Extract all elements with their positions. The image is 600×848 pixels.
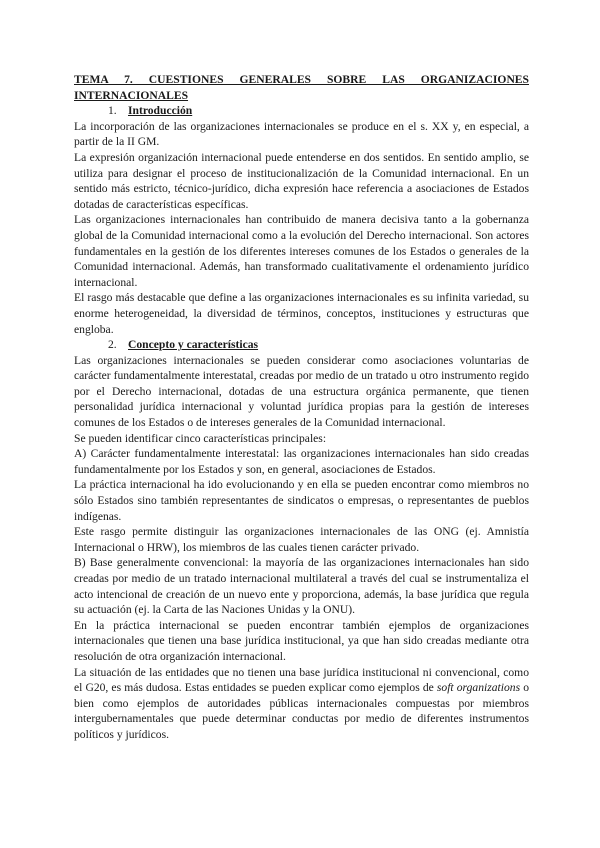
section-number: 1. (108, 104, 117, 118)
section-heading (74, 103, 529, 119)
section-title: Concepto y características (128, 338, 259, 352)
paragraph (74, 665, 529, 743)
paragraph: La expresión organización internacional puede entenderse en dos sentidos. En sentido amplio, se utiliza para designar el proceso de institucionalización de la Comunidad internacional. En un sentido más estricto, técnico-jurídico, dicha expresión hace referencia a asociaciones de Estados dotadas de características específicas. (74, 150, 529, 211)
section-heading (74, 337, 529, 353)
paragraph: Las organizaciones internacionales han contribuido de manera decisiva tanto a la gobernanza global de la Comunidad internacional como a la evolución del Derecho internacional. Son actores fundamentales en la gestión de los diferentes intereses comunes de los Estados o generales de la Comunidad internacional. Además, han transformado cualitativamente el ordenamiento jurídico internacional. (74, 213, 529, 289)
paragraph: Se pueden identificar cinco características principales: (74, 431, 327, 445)
section-number: 2. (108, 338, 117, 352)
document-title: TEMA 7. CUESTIONES GENERALES SOBRE LAS ORGANIZACIONES INTERNACIONALES (74, 73, 529, 102)
emphasis-text: soft organizations (436, 681, 521, 695)
paragraph: La incorporación de las organizaciones internacionales se produce en el s. XX y, en especial, a partir de la II GM. (74, 119, 529, 149)
paragraph: El rasgo más destacable que define a las organizaciones internacionales es su infinita variedad, su enorme heterogeneidad, la diversidad de términos, conceptos, instituciones y estructuras que engloba. (74, 291, 529, 336)
section-title: Introducción (128, 104, 193, 118)
paragraph: Las organizaciones internacionales se pueden considerar como asociaciones voluntarias de carácter fundamentalmente interestatal, creadas por medio de un tratado u otro instrumento regido por el Derecho internacional, dotadas de una estructura orgánica permanente, que tienen personalidad jurídica internacional y voluntad jurídica propias para la gestión de intereses comunes de los Estados o de intereses generales de la Comunidad internacional. (74, 353, 529, 430)
paragraph: B) Base generalmente convencional: la mayoría de las organizaciones internacionales han sido creadas por medio de un tratado internacional multilateral a través del cual se instrumentaliza el acto intencional de creación de un nuevo ente y proporciona, además, la base jurídica que regula su actuación (ej. la Carta de las Naciones Unidas y la ONU). (74, 556, 529, 617)
paragraph: En la práctica internacional se pueden encontrar también ejemplos de organizaciones internacionales que tienen una base jurídica institucional, ya que han sido creadas mediante otra resolución de otra organización internacional. (74, 618, 529, 663)
paragraph: La práctica internacional ha ido evolucionando y en ella se pueden encontrar como miembros no sólo Estados sino también representantes de sindicatos o empresas, o representantes de pueblos indígenas. (74, 478, 529, 523)
paragraph: Este rasgo permite distinguir las organizaciones internacionales de las ONG (ej. Amnistía Internacional o HRW), los miembros de las cuales tienen carácter privado. (74, 525, 529, 554)
paragraph-text: La situación de las entidades que no tienen una base jurídica institucional ni convencional, como el G20, es más dudosa. Estas entidades se pueden explicar como ejemplos de (74, 665, 529, 695)
document-page (74, 72, 529, 743)
paragraph: A) Carácter fundamentalmente interestatal: las organizaciones internacionales han sido creadas fundamentalmente por los Estados y son, en general, asociaciones de Estados. (74, 447, 529, 476)
paragraph-text: o bien como ejemplos de autoridades públicas internacionales compuestas por miembros intergubernamentales que puede determinar conductas por medio de diferentes instrumentos políticos y jurídicos. (74, 681, 529, 741)
